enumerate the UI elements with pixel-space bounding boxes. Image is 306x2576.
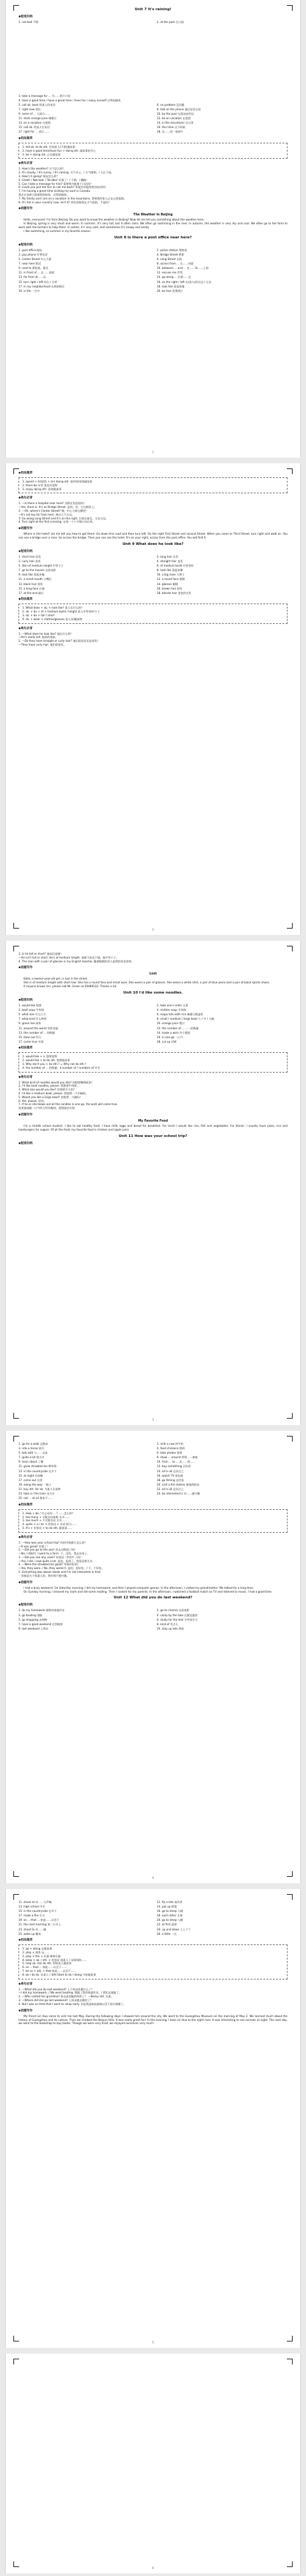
phrase-item: 11. in front of ... 在……前面 (18, 271, 55, 275)
sentence-list (18, 1541, 288, 1578)
phrase-item: 15. at night 在夜晚 (18, 1473, 43, 1477)
section-heading-phrases: ◆短语归纳 (18, 999, 33, 1002)
crop-mark (287, 2359, 293, 2364)
section-heading-sentences: ◆典句必背 (18, 626, 33, 630)
phrase-item: 15. blow out 吹灭 (18, 1035, 41, 1039)
phrase-item: 19. in life 一生中 (18, 289, 40, 293)
phrase-item: 13. far from 离……远 (18, 275, 46, 279)
sentence-item: 5. Would you like a large bowl? 你想要一大碗吗？ (18, 1095, 82, 1099)
phrase-item: 25. wake up 醒来 (18, 1932, 41, 1936)
sentence-item: 4. But I was so tired that I went to sleep early. 但是我是如此疲倦以至于很早就睡了。 (18, 2002, 126, 2006)
phrase-item: 11. shout at 对……大声喊 (18, 1900, 52, 1904)
usage-item: 8. be / do sb. 对某人 / 事物 Start to do / doing 开始做某事 (22, 1972, 96, 1976)
phrase-list-continued (18, 94, 288, 134)
sentence-item: 4. Turn right at the first crossing. 在第一个十字路口向右转。 (18, 520, 96, 524)
sentence-list (18, 952, 288, 963)
section-heading-writing: ◆话题写作 (18, 966, 33, 970)
page-number: 3 (152, 1418, 154, 1421)
phrase-item: 12. excuse me 劳驾 (157, 271, 183, 275)
phrase-item: 3. take a message for ... 为……捎个口信 (18, 94, 71, 98)
reading-title: Lost (149, 973, 157, 976)
phrase-item: 21. the next morning 第二天早上 (18, 1923, 61, 1927)
document-page-4 (5, 1431, 301, 1883)
phrase-item: 6. of medium build 中等身材 (157, 564, 194, 568)
phrase-item: 10. by the pool 在游泳池旁边 (157, 112, 194, 115)
reading-paragraph: On Sunday morning, I cleaned my room and did some reading. Then I cooked for my parents. In the afternoon, I watched a football match on TV and listened to music. I had a good time. (24, 1589, 273, 1593)
phrase-item: 5. go shopping 去购物 (18, 1617, 47, 1621)
phrase-item: 5. what size 什么尺寸 (18, 1013, 47, 1017)
phrase-item: 2. take one's order 点菜 (157, 1004, 189, 1008)
phrase-item: 10. stay up late 熬夜 (157, 1626, 184, 1630)
phrase-item: 8. look like 看起来像 (157, 568, 183, 572)
phrase-item: 5. talk with 与……交谈 (18, 1451, 48, 1455)
phrase-item: 9. learn about 了解 (18, 1460, 44, 1464)
phrase-item: 9. green tea 绿茶 (18, 1022, 41, 1025)
phrase-item: 17. at the end 最后 (18, 591, 44, 595)
usage-box (18, 1509, 288, 1533)
section-heading-usage: ◆用法集萃 (18, 1503, 33, 1507)
phrase-item: 4. camp by the lake 在湖边露营 (157, 1613, 198, 1617)
phrase-item: 25. not ... at all 根本不…… (18, 1496, 54, 1500)
usage-item: 3. play + the + 乐器 弹奏乐器 (22, 1954, 61, 1958)
phrase-item: 16. brown hair 棕发 (157, 586, 183, 590)
phrase-list (18, 249, 288, 293)
sentence-item: —It's not too far from here. 离这儿不太远。 (18, 512, 75, 516)
phrase-item: 2. at the park 在公园 (157, 20, 184, 24)
usage-item: 2. have a good time/have fun + doing sth. 做某事很开心 (22, 148, 96, 152)
phrase-item: 7. near here 附近 (18, 262, 41, 266)
phrase-item: 18. each other 互相 (157, 1914, 183, 1918)
phrase-item: 10. from ... to ... 从……到…… (157, 1460, 196, 1464)
usage-item: 4. keep + sb. / sth. + 形容词 使某人 / 某事保持…… (22, 1958, 87, 1962)
sentence-item: 1. —Is there a hospital near here? 这附近有医院吗？ (18, 502, 86, 505)
phrase-item: 15. a long face 长脸 (18, 586, 45, 590)
phrase-item: 8. across from ... 在……对面 (157, 262, 194, 266)
page-number: 2 (152, 928, 154, 931)
section-heading-writing: ◆话题写作 (18, 1581, 33, 1584)
phrase-item: 16. on the right / left 在(某人的)右边 / 左边 (157, 280, 212, 284)
usage-item: 3. Why don't you + do sth.? = Why not do sth.? (22, 1062, 86, 1066)
sentence-item: 3. —Did you see any cows? 你看见一些奶牛了吗？ (18, 1555, 83, 1559)
usage-box (18, 604, 288, 623)
phrase-item: 4. straight hair 直发 (157, 560, 183, 563)
sentence-item: 4. The man with a pair of glasses is my English teacher. 戴着眼镜的男人是我的英语老师。 (18, 959, 134, 963)
sentence-item: —Yes, there is. It's on Bridge Street. 是的，有。它在桥街上。 (18, 505, 97, 509)
phrase-item: 17. make a fire 生火 (18, 1914, 45, 1918)
crop-mark (287, 1894, 293, 1900)
section-heading-sentences: ◆典句必背 (18, 1535, 33, 1539)
phrase-item: 13. black hair 黑发 (18, 582, 43, 586)
phrase-item: 23. take a / the train 坐火车 (18, 1492, 55, 1496)
phrase-item: 12. buy something 买东西 (157, 1465, 191, 1468)
phrase-item: 18. 在……的一张照片 (157, 130, 184, 134)
usage-item: 7. be so + adj. + that 如此……以至于…… (22, 1969, 76, 1973)
sentence-item: 一切都是关于机器人的，我对那不感兴趣。 (18, 1574, 69, 1577)
unit12-title: Unit 12 What did you do last weekend? (113, 1596, 193, 1600)
document-page-2 (5, 463, 301, 935)
section-heading-usage: ◆用法集萃 (18, 1939, 33, 1943)
reading-paragraph: Katie, a twelve-year-old girl, is lost in the street. (24, 977, 88, 981)
section-heading-usage: ◆用法集萃 (18, 598, 33, 602)
phrase-item: 10. a big nose 大鼻子 (157, 573, 185, 577)
section-heading-phrases: ◆短语归纳 (18, 1603, 33, 1607)
phrase-item: 11. around the world 世界各地 (18, 1026, 58, 1030)
sentence-item: 2. —Did you go to the zoo? 你去动物园了吗？ (18, 1548, 77, 1552)
sentence-item: 7. If he or she blows out all the candles in one go, the wish will come true. (18, 1103, 118, 1106)
sentence-list (18, 502, 288, 524)
phrase-item: 3. curly hair 卷发 (18, 560, 41, 563)
reading-paragraph: I like swimming, so summer is my favorite season. (24, 229, 91, 233)
unit7-title: Unit 7 It's raining! (135, 8, 171, 11)
phrase-item: 20. go to sleep 入睡 (157, 1918, 183, 1922)
usage-box (18, 1944, 288, 1979)
phrase-list (18, 1442, 288, 1500)
phrase-item: 10. between ... and ... 在……和……之间 (157, 266, 208, 270)
phrase-item: 14. go along ... 沿着……走 (157, 275, 191, 279)
phrase-item: 8. talk on the phone 通过电话交谈 (157, 107, 201, 111)
phrase-list (18, 555, 288, 595)
section-heading-sentences: ◆典句必背 (18, 496, 33, 500)
usage-item: 1. would like + n. 想要某物 (22, 1055, 57, 1059)
usage-item: 4. the number of ... 的数量；a number of / numbers of 许多 (22, 1066, 100, 1069)
sentence-item: 2. —Who visited her grandma? 谁去看望她的奶奶了？ —Becky did. 贝基。 (18, 1995, 114, 1999)
usage-item: 1. How + be / 实义动词 ... ? ……怎么样？ (22, 1511, 75, 1515)
phrase-item: 7. quite a lot 相当多 (18, 1456, 45, 1459)
usage-item: 1. What does + sb. + look like? 某人长什么样？ (22, 606, 84, 610)
phrase-item: 4. have a good time / have a great time / have fun / enjoy oneself 过得很愉快 (18, 98, 121, 102)
phrase-list (18, 1900, 288, 1936)
usage-item: 5. help sb. (to) do sth. 帮助某人做某事 (22, 1962, 72, 1965)
phrase-list (18, 1004, 288, 1043)
crop-mark (13, 2359, 19, 2364)
section-heading-writing: ◆话题写作 (18, 2009, 33, 2013)
phrase-item: 7. what kind 什么种类 (18, 1017, 47, 1021)
phrase-item: 1. post office 邮局 (18, 248, 42, 252)
phrase-item: 6. mapo tofu with rice 麻婆豆腐盖饭 (157, 1013, 203, 1017)
phrase-item: 10. orange juice 橙汁 (157, 1022, 185, 1025)
sentence-item: 3. —Where did she go last weekend? 上周末她去哪里了？ (18, 1999, 93, 2002)
reading-paragraph: Hello, everyone! I'm from Beijing. Do you want to know the weather in Beijing? Now let me tell you something about the weather here. (24, 218, 205, 222)
phrase-item: 11. drink orange juice 喝橙汁 (18, 117, 57, 120)
sentence-item: —They have curly hair. 他们留卷发。 (18, 642, 66, 646)
crop-mark (13, 5, 19, 11)
phrase-item: 15. call sb. 给某人打电话 (18, 126, 50, 129)
sentence-item: 如果他或她一口气吹灭所有蜡烛，愿望就会实现。 (18, 1106, 78, 1110)
phrase-item: 21. buy sth. for sb. 为某人买某物 (18, 1487, 61, 1491)
sentence-list (18, 632, 288, 647)
section-heading-usage: ◆用法集萃 (18, 1046, 33, 1050)
phrase-item: 13. the number of ... 的数量 (18, 1031, 55, 1034)
usage-item: 3. be + doing sth. 正在做某事 (22, 152, 61, 156)
usage-item: 1. go + doing 去做某事 (22, 1947, 52, 1951)
phrase-item: 2. long hair 长发 (157, 554, 178, 558)
phrase-item: 14. make a wish 许个愿望 (157, 1031, 191, 1034)
section-heading-phrases: ◆短语归纳 (18, 1141, 33, 1145)
usage-box (18, 143, 288, 159)
phrase-item: 18. cut up 切碎 (157, 1039, 177, 1043)
phrase-item: 4. mutton soup 羊肉汤 (157, 1008, 186, 1012)
usage-item: 3. enjoy doing sth. 喜欢做某事 (22, 487, 62, 491)
phrase-item: 22. at first 起初 (157, 1923, 177, 1927)
phrase-item: 18. blonde hair 金色的头发 (157, 591, 191, 595)
sentence-list (18, 1081, 288, 1110)
section-heading-writing: ◆话题写作 (18, 527, 33, 531)
section-heading-writing: ◆话题写作 (18, 207, 33, 211)
usage-item: 5. It's + 形容词 + to do sth. 做某事…… (22, 1526, 73, 1530)
section-heading-phrases: ◆短语归纳 (18, 15, 33, 18)
phrase-item: 9. last weekend 上周末 (18, 1626, 48, 1630)
phrase-item: 9. next to 紧挨着，靠近 (18, 266, 48, 270)
sentence-item: 3. What size would you like? 你想要多大的？ (18, 1088, 76, 1092)
unit8-title: Unit 8 Is there a post office near here? (114, 235, 192, 240)
phrase-item: 14. put up 搭建 (157, 1905, 177, 1909)
reading-paragraph: If anyone knows her, please call Mr. Green at 26489132. Thanks a lot. (24, 985, 117, 988)
phrase-item: 15. turn right / left 向右 / 左转 (18, 280, 57, 284)
section-heading-phrases: ◆短语归纳 (18, 549, 33, 553)
phrase-item: 14. glasses 眼镜 (157, 582, 178, 586)
phrase-item: 23. shout to 对……喊 (18, 1927, 47, 1931)
usage-item: 4. sb. + wear + clothes/glasses 某人穿/戴某物 (22, 617, 82, 621)
phrase-item: 16. watch TV 看电视 (157, 1473, 184, 1477)
sentence-item: 3. Go along Long Street and it's on the right. 沿着长街走，它在右边。 (18, 516, 108, 520)
phrase-item: 7. right now 现在 (18, 107, 41, 111)
crop-mark (13, 468, 19, 474)
phrase-item: 14. in the mountains 在山里 (157, 121, 194, 125)
sentence-item: 6. Could you just tell him to call me back? 你能告诉他给我回电话吗？ (18, 185, 108, 189)
unit11-title: Unit 11 How was your school trip? (119, 1134, 187, 1138)
usage-item: 2. would like + to do sth. 想要做某事 (22, 1059, 70, 1062)
phrase-item: 18. go fishing 去钓鱼 (157, 1478, 184, 1482)
phrase-item: 3. pay phone 付费电话 (18, 253, 48, 257)
sentence-list (18, 167, 288, 204)
sentence-item: 1. What kind of noodles would you like? 你想要哪种面条？ (18, 1080, 94, 1084)
phrase-item: 1. short hair 短发 (18, 554, 41, 558)
phrase-item: 5. call sb. back 给某人回电话 (18, 103, 55, 106)
phrase-item: 24. be interested in 对……感兴趣 (157, 1492, 200, 1496)
crop-mark (287, 5, 293, 11)
reading-title: My Favorite Food (138, 1120, 168, 1124)
phrase-item: 3. beef soup 牛肉汤 (18, 1008, 44, 1012)
sentence-item: —No, I didn't. I went to a farm. 不，没有。我去农场了。 (18, 1552, 90, 1556)
sentence-item: 2. —Oh, where's Center Street? 哦，中心大街在哪里？ (18, 509, 89, 512)
sentence-list (18, 1988, 288, 2006)
sentence-item: 4. —Were the strawberries good? 草莓好吃吗？ (18, 1563, 80, 1567)
phrase-item: 17. come out 出来 (18, 1478, 43, 1482)
phrase-item: 13. in the countryside 在乡下 (18, 1469, 57, 1473)
usage-item: 4. quite + a / an + 形容词 + 名词 相当…… (22, 1523, 77, 1526)
sentence-item: 2. It's cloudy. / It's sunny. / It's raining. 天气多云。/ 天气晴朗。/ 天正下雨。 (18, 171, 114, 175)
phrase-item: 16. in one go 一口气 (157, 1035, 184, 1039)
sentence-item: —He's really tall. 他真的很高。 (18, 635, 58, 639)
document-page-6 (5, 2354, 301, 2573)
sentence-item: —Yes, I did. I saw quite a lot. 是的，看到了。我看见相当多。 (18, 1559, 95, 1563)
sentence-item: 4. I'd like a medium bowl, please. 我想要一个中碗的。 (18, 1092, 89, 1096)
phrase-item: 9. some of ... 大部分…… (18, 112, 50, 115)
crop-mark (13, 1894, 19, 1900)
phrase-item: 17. come true 实现 (18, 1039, 44, 1043)
sentence-item: 3. Is he tall or short? 他高还是矮？ (18, 952, 63, 955)
phrase-item: 2. milk a cow 挤牛奶 (157, 1442, 184, 1445)
phrase-item: 6. take photos 拍照 (157, 1451, 182, 1455)
phrase-item: 6. study for the test 为考试学习 (157, 1617, 198, 1621)
crop-mark (13, 946, 19, 952)
phrase-list (18, 1609, 288, 1630)
phrase-item: 9. look like 看起来像 (18, 573, 45, 577)
sentence-item: 1. —What did you do last weekend? 上个周末你做什么了？ (18, 1987, 94, 1991)
crop-mark (287, 468, 293, 474)
usage-item: 1. tell sb. to do sth. 告诉某人(不要)做某事 (22, 145, 75, 148)
sentence-item: —Yes, they were. / No, they weren't. 是的，很好吃。/ 不，不好吃。 (18, 1567, 105, 1570)
phrase-item: 5. (be) of medium height 中等个子 (18, 564, 64, 568)
phrase-item: 12. a round face 圆脸 (157, 577, 186, 581)
phrase-item: 1. would like 想要 (18, 1004, 42, 1008)
page-number: 6 (152, 2566, 154, 2570)
sentence-item: —He isn't tall or short. He's of medium height. 他既不高也不矮，他中等个子。 (18, 955, 119, 959)
usage-box (18, 477, 288, 493)
usage-item: 1. spend + 时间/钱 + (in) doing sth. 花时间/金钱做某事 (22, 480, 92, 483)
phrase-item: 13. high school 中学 (18, 1905, 45, 1909)
phrase-item: 1. do my homework 做我的家庭作业 (18, 1609, 65, 1612)
phrase-item: 20. visit a fire station 参观消防站 (157, 1482, 200, 1486)
writing-paragraph: Where is the hotel? Let me tell you how to get there. Go down this road and then turn left. On the right First Street and second Street. When you come to Third Street, turn right and walk on. You can see a bridge over a river. Go across the bridge. Then you can see the hotel. It's on your right, across from the post office. You will find it. (18, 532, 288, 540)
sentence-item: 7. My family and I are on a vacation in the mountains. 我和我的家人正在山里度假。 (18, 196, 127, 200)
phrase-item: 12. be on vacation 在度假 (157, 117, 191, 120)
phrase-item: 17. in my neighborhood 在我的街区 (18, 284, 65, 288)
section-heading-phrases: ◆短语归纳 (18, 243, 33, 247)
reading-paragraph: I'm a middle school student. I like to eat healthy food. I have milk, eggs and bread for breakfast. For lunch I would like rice, fish and vegetables. For dinner, I usually have pizza, rice and hamburgers for supper. Of all the food, my favorite food is chicken and apple juice. (18, 1124, 288, 1131)
phrase-item: 3. go boating 划船 (18, 1613, 43, 1617)
phrase-item: 19. so ... that ... 如此……以至于 (18, 1918, 59, 1922)
phrase-item: 7. have a good weekend 过得愉快 (18, 1622, 63, 1626)
phrase-item: 22. all in all 总而言之 (157, 1487, 184, 1491)
phrase-item: 12. fly a kite 放风筝 (157, 1900, 183, 1904)
sentence-item: 5. Everything was about robots and I'm not interested in that. (18, 1570, 101, 1574)
reading-paragraph: My friend Lin Hua came to visit me last May. During the following days I showed him around the city. We went to the Guangzhou Museum on the morning of May 2. We learned much about the history of Guangzhou and its culture. Then we climbed the Baiyun Hills. It was really great fun! In the evening, I took Lin Hua to the night river. It was interesting to see animals at night. The next day, we went to the bookshop to buy books. Though we were very tired, we enjoyed ourselves very much. (18, 2014, 288, 2025)
section-heading-usage: ◆用法集萃 (18, 472, 33, 475)
sentence-item: 7. I'm having a great time visiting my aunt in Canada. (18, 189, 91, 193)
phrase-item: 4. Bridge Street 桥街 (157, 253, 184, 257)
usage-item: 3. too much + 不可数名词 太多…… (22, 1519, 68, 1523)
phrase-item: 8. kind of 有点儿 (157, 1622, 178, 1626)
sentence-item: 8. It's hot in your country now, isn't it? 你们国家现在天气很热，不是吗？ (18, 200, 111, 204)
sentence-item: 1. —What does he look like? 他长什么样？ (18, 632, 73, 635)
reading-paragraph: In Beijing, spring is very short and warm. In summer, it's very hot, but it often rains. We often go swimming in the river. In autumn, the weather is very dry and cool. We often go to the farm to work with the farmers to help them. In winter, it's very cold, and sometimes it's snowy and windy. (18, 222, 288, 229)
section-heading-usage: ◆用法集萃 (18, 136, 33, 140)
sentence-item: 2. —Do they have straight or curly hair? 他们留直发还是卷发？ (18, 639, 100, 643)
usage-item: 2. sb. + be + of + medium build / height 某人中等身材/个子 (22, 610, 100, 614)
usage-item: 2. play + 球类 玩…… (22, 1951, 50, 1955)
crop-mark (287, 1436, 293, 1442)
document-page-3 (5, 941, 301, 1425)
section-heading-sentences: ◆典句必背 (18, 1075, 33, 1079)
phrase-item: 2. go to cinema 去看电影 (157, 1609, 189, 1612)
sentence-item: 6. Yes, please. 好的。 (18, 1099, 47, 1103)
unit9-title: Unit 9 What does he look like? (122, 542, 184, 546)
phrase-item: 4. feed chickens 喂鸡 (157, 1447, 185, 1451)
section-heading-sentences: ◆典句必背 (18, 1982, 33, 1986)
sentence-item: 1. How's the weather? 天气怎么样？ (18, 167, 66, 171)
usage-item: 2. too many + 可数名词复数 太多…… (22, 1515, 70, 1519)
sentence-item: 我正在加拿大探望我的姑姑，过得很愉快。 (18, 192, 69, 196)
phrase-item: 1. not bad 不错 (18, 20, 39, 24)
phrase-item: 13. on a vacation 在度假 (18, 121, 51, 125)
phrase-item: 18. look like 看起来像 (157, 284, 185, 288)
page-number: 5 (152, 2341, 154, 2344)
phrase-item: 11. a small mouth 小嘴巴 (18, 577, 52, 581)
phrase-item: 16. go to sleep 入睡 (157, 1909, 183, 1913)
blank-space (18, 24, 288, 94)
phrase-item: 8. show ... around 带领……参观 (157, 1456, 198, 1459)
phrase-item: 7. go to the movies 去看电影 (18, 568, 56, 572)
phrase-item: 19. along the way 一路上 (18, 1482, 52, 1486)
page-number: 4 (152, 1876, 154, 1879)
phrase-item: 6. no problem 没问题 (157, 103, 185, 106)
reading-paragraph: She is of medium height with short hair. She has a round face and small eyes. She wears a pair of glasses. She wears a white shirt, a pair of blue jeans and a pair of black sports shoes. (24, 981, 270, 985)
phrase-item: 20. be free 免费(的) (157, 289, 182, 293)
reading-paragraph: I had a busy weekend. On Saturday morning, I did my homework, and then I played computer games. In the afternoon, I visited my grandmother. We talked for a long time. (24, 1586, 254, 1589)
crop-mark (13, 1436, 19, 1442)
section-heading-sentences: ◆典句必背 (18, 162, 33, 166)
phrase-item: 5. Center Street 中心大街 (18, 257, 52, 261)
phrase-item: 3. ride a horse 骑马 (18, 1447, 45, 1451)
phrase-item: 12. the number of ... ……的数量 (157, 1026, 199, 1030)
sentence-item: 2. I'd like beef noodles, please. 我想要牛肉面。 (18, 1084, 80, 1088)
phrase-item: 6. Long Street 长街 (157, 257, 182, 261)
document-page-1 (5, 0, 301, 458)
usage-item: 3. sb. + be + tall / short (22, 613, 55, 617)
sentence-item: 4. Great! / Not bad. / Terrible! 好极了！/ 不错。/ 糟糕！ (18, 178, 89, 182)
unit10-title: Unit 10 I'd like some noodles. (123, 991, 183, 995)
sentence-item: —I did my homework. / We went boating. 我做了我的家庭作业。/ 我们去划船了。 (18, 1991, 122, 1995)
sentence-item: 3. How's it going? 情况怎么样？ (18, 174, 59, 178)
phrase-item: 15. in the countryside 在乡下 (18, 1909, 57, 1913)
sentence-item: —It was great! 好极了！ (18, 1544, 50, 1548)
section-heading-writing: ◆话题写作 (18, 1113, 33, 1117)
phrase-item: 14. all in all 总而言之 (157, 1469, 184, 1473)
crop-mark (287, 946, 293, 952)
usage-box (18, 1052, 288, 1072)
usage-item: 2. there be 句型 某处有某物 (22, 483, 57, 487)
document-page-5 (5, 1889, 301, 2348)
page-number: 1 (152, 451, 154, 454)
phrase-item: 24. up and down 上上下下 (157, 1927, 191, 1931)
reading-title: The Weather in Beijing (133, 213, 173, 217)
phrase-item: 11. grow strawberries 种草莓 (18, 1465, 57, 1468)
phrase-item: 8. small / medium / large bowl 小 / 中 / 大碗 (157, 1017, 214, 1021)
usage-item: 6. so ... that ... 如此……以至于…… (22, 1965, 67, 1969)
phrase-item: 26. a little 一点 (157, 1932, 177, 1936)
phrase-item: 17. right for ... 适合…… (18, 130, 50, 134)
phrase-item: 16. this time 这个时候 (157, 126, 186, 129)
phrase-item: 1. go for a walk 去散步 (18, 1442, 48, 1445)
sentence-item: 5. Can I take a message for him? 需要我为他捎个口信吗？ (18, 182, 93, 185)
sentence-item: 1. —How was your school trip? 你的学校旅行怎么样？ (18, 1540, 87, 1544)
phrase-item: 2. police station 警察局 (157, 248, 187, 252)
